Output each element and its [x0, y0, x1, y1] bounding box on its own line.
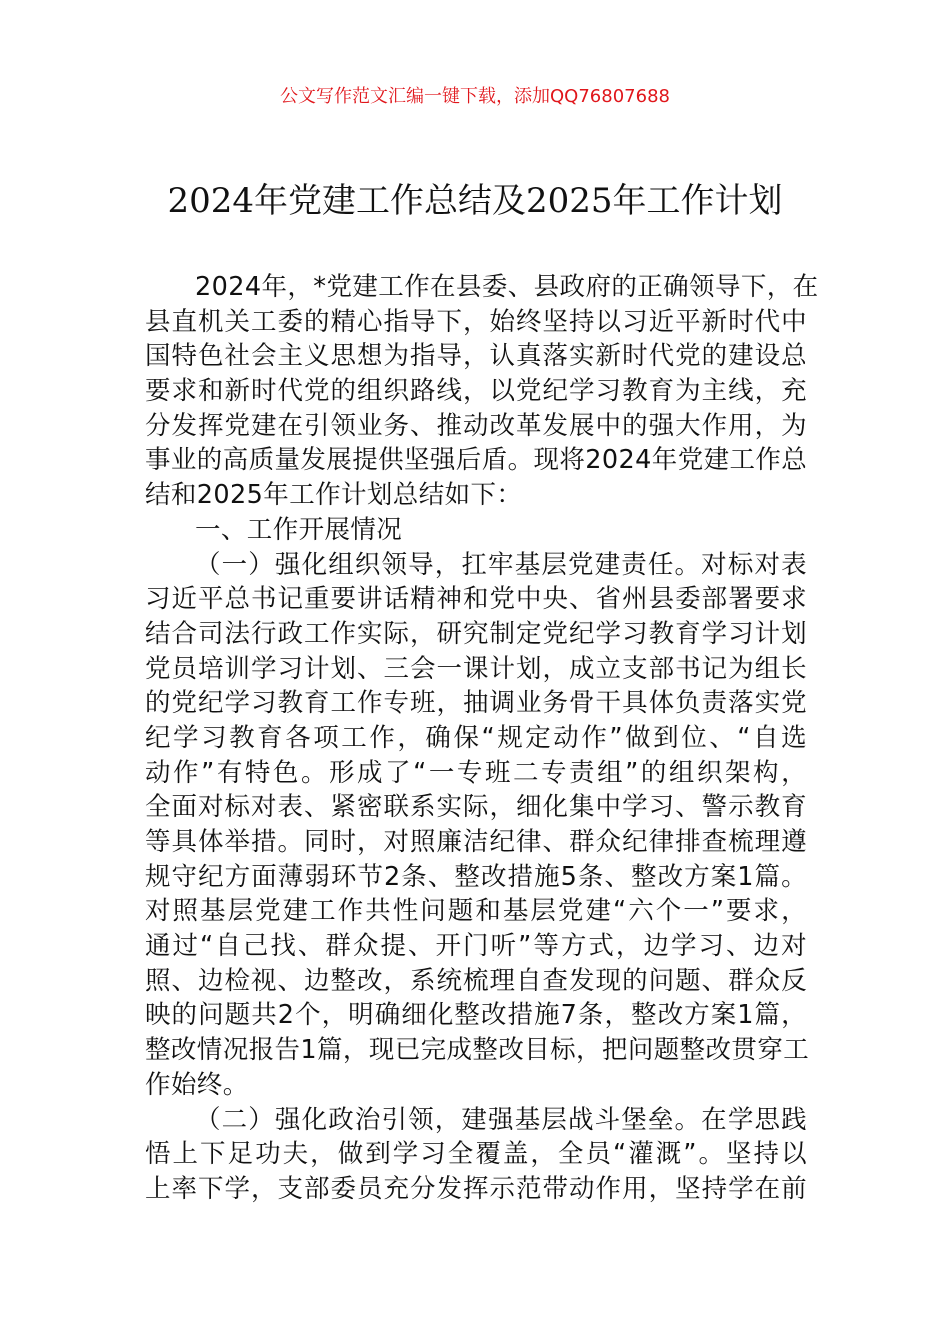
text-line: 习近平总书记重要讲话精神和党中央、省州县委部署要求	[145, 584, 807, 615]
text-line: 规守纪方面薄弱环节2条、整改措施5条、整改方案1篇。	[145, 861, 807, 892]
text-line: 的党纪学习教育工作专班，抽调业务骨干具体负责落实党	[145, 688, 807, 719]
document-body	[145, 270, 819, 1207]
text-line: （一）强化组织领导，扛牢基层党建责任。对标对表	[195, 549, 807, 580]
document-title: 2024年党建工作总结及2025年工作计划	[167, 181, 783, 221]
text-line: 照、边检视、边整改，系统梳理自查发现的问题、群众反	[145, 965, 807, 996]
text-line: 对照基层党建工作共性问题和基层党建“六个一”要求，	[145, 896, 807, 927]
text-line: （二）强化政治引领，建强基层战斗堡垒。在学思践	[195, 1104, 807, 1135]
text-line: 作始终。	[145, 1069, 249, 1100]
text-line: 整改情况报告1篇，现已完成整改目标，把问题整改贯穿工	[145, 1035, 810, 1066]
text-line: 纪学习教育各项工作，确保“规定动作”做到位、“自选	[145, 722, 807, 753]
text-line: 事业的高质量发展提供坚强后盾。现将2024年党建工作总	[145, 445, 808, 476]
text-line: 要求和新时代党的组织路线，以党纪学习教育为主线，充	[145, 376, 807, 407]
download-banner: 公文写作范文汇编一键下载，添加QQ76807688	[280, 86, 670, 107]
text-line: 结和2025年工作计划总结如下：	[145, 480, 523, 511]
text-line: 全面对标对表、紧密联系实际，细化集中学习、警示教育	[145, 792, 807, 823]
text-line: 动作”有特色。形成了“一专班二专责组”的组织架构，	[145, 757, 807, 788]
text-line: 国特色社会主义思想为指导，认真落实新时代党的建设总	[145, 341, 807, 372]
text-line: 悟上下足功夫，做到学习全覆盖，全员“灌溉”。坚持以	[145, 1139, 807, 1170]
text-line: 党员培训学习计划、三会一课计划，成立支部书记为组长	[145, 653, 807, 684]
text-line: 一、工作开展情况	[195, 514, 403, 545]
text-line: 等具体举措。同时，对照廉洁纪律、群众纪律排查梳理遵	[145, 827, 807, 857]
text-line: 县直机关工委的精心指导下，始终坚持以习近平新时代中	[145, 306, 807, 337]
text-line: 2024年，*党建工作在县委、县政府的正确领导下，在	[195, 272, 819, 302]
text-line: 映的问题共2个，明确细化整改措施7条，整改方案1篇，	[145, 1000, 807, 1031]
text-line: 结合司法行政工作实际，研究制定党纪学习教育学习计划	[145, 618, 807, 649]
text-line: 分发挥党建在引领业务、推动改革发展中的强大作用，为	[145, 410, 807, 441]
text-line: 通过“自己找、群众提、开门听”等方式，边学习、边对	[145, 931, 807, 962]
text-line: 上率下学，支部委员充分发挥示范带动作用，坚持学在前	[145, 1173, 807, 1204]
